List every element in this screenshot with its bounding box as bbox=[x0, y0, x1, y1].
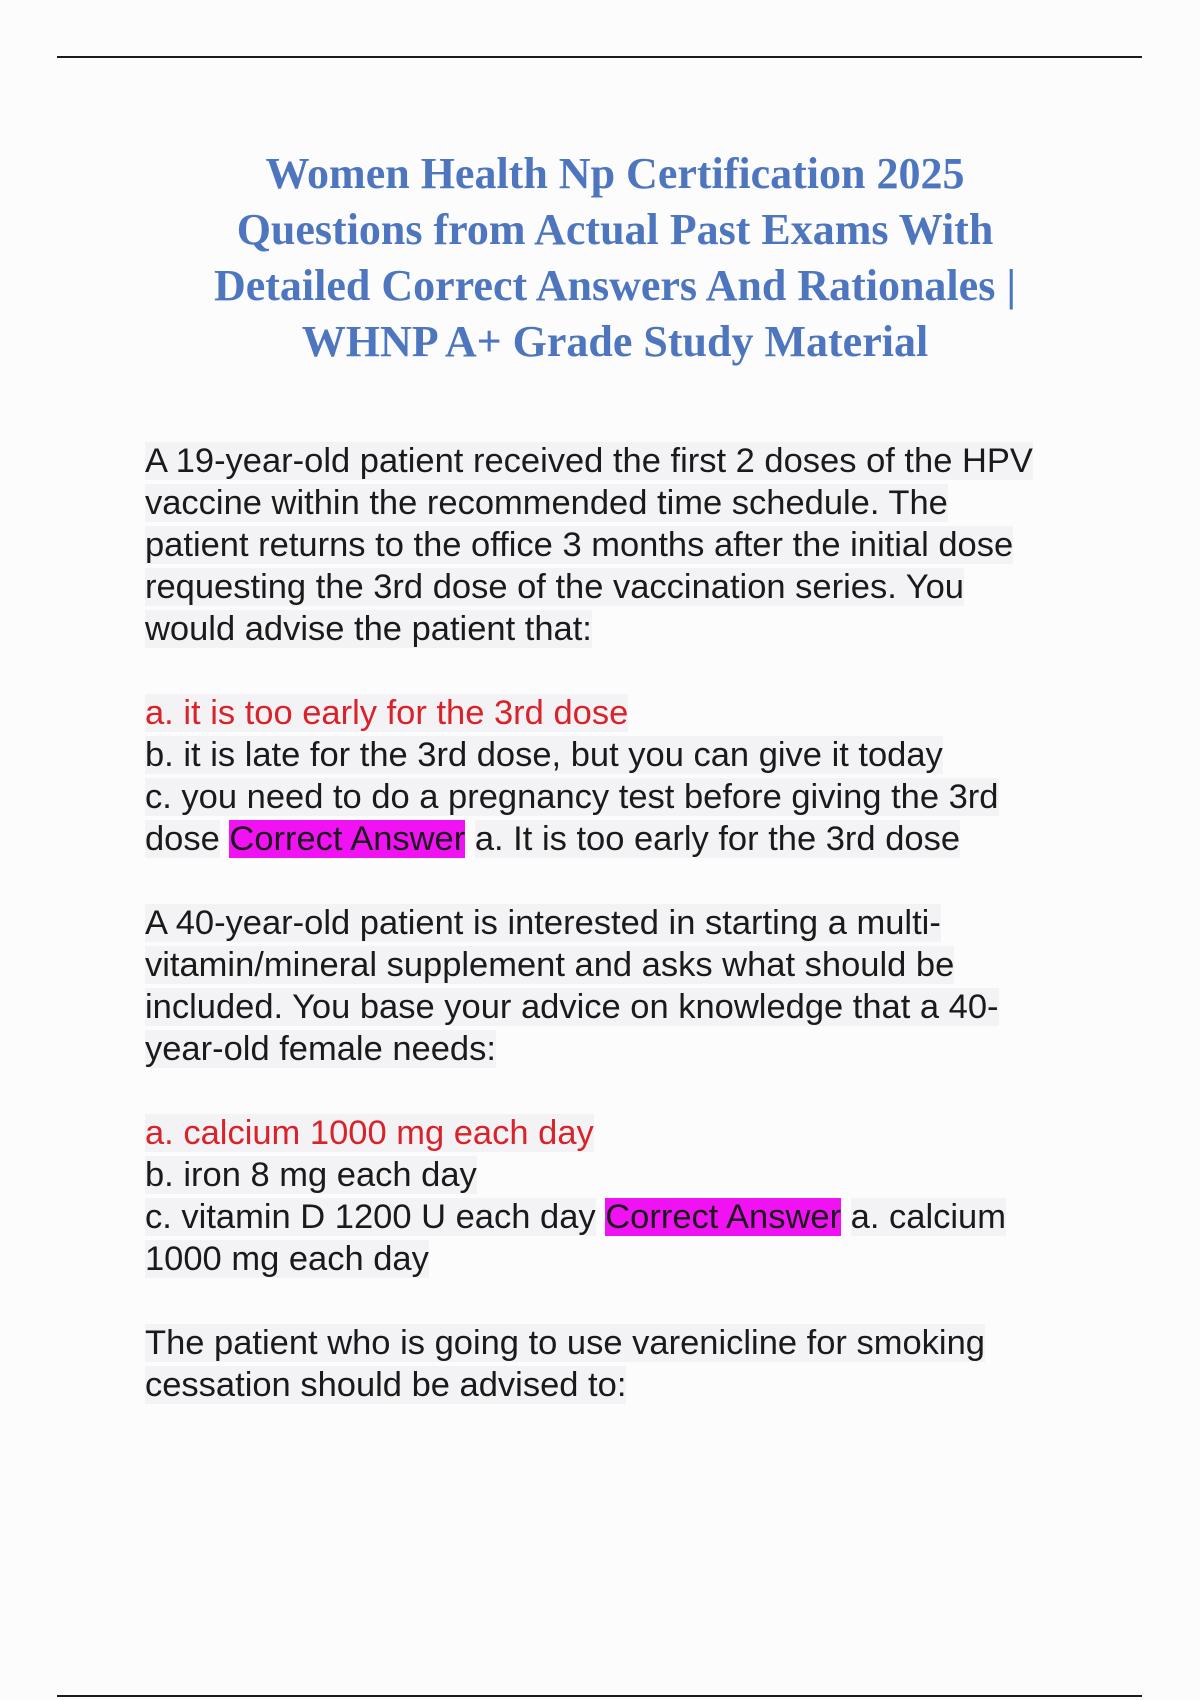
answer-text: a. calcium bbox=[850, 1198, 1006, 1236]
question-3 bbox=[145, 1322, 1085, 1406]
title-line: Questions from Actual Past Exams With bbox=[236, 205, 994, 254]
answer-line: dose Correct Answer a. It is too early for the 3rd dose bbox=[145, 820, 961, 858]
document-title bbox=[120, 146, 1110, 370]
question-stem-line: would advise the patient that: bbox=[145, 610, 592, 648]
question-stem-line: cessation should be advised to: bbox=[145, 1366, 627, 1404]
top-rule bbox=[57, 56, 1142, 58]
question-stem-line: vitamin/mineral supplement and asks what should be bbox=[145, 946, 955, 984]
spacer bbox=[145, 1280, 1085, 1322]
title-line: Detailed Correct Answers And Rationales | bbox=[213, 261, 1017, 310]
title-line: Women Health Np Certification 2025 bbox=[265, 149, 965, 198]
correct-answer-label: Correct Answer bbox=[605, 1198, 842, 1236]
option-b: b. iron 8 mg each day bbox=[145, 1156, 477, 1194]
option-c: c. you need to do a pregnancy test before giving the 3rd bbox=[145, 778, 999, 816]
question-stem-line: vaccine within the recommended time schedule. The bbox=[145, 484, 948, 522]
spacer bbox=[145, 650, 1085, 692]
option-a-correct: a. it is too early for the 3rd dose bbox=[145, 694, 629, 732]
option-a-correct: a. calcium 1000 mg each day bbox=[145, 1114, 594, 1152]
answer-line-continued: 1000 mg each day bbox=[145, 1240, 429, 1278]
question-stem-line: year-old female needs: bbox=[145, 1030, 496, 1068]
question-stem-line: patient returns to the office 3 months after the initial dose bbox=[145, 526, 1014, 564]
bottom-rule bbox=[57, 1695, 1142, 1697]
question-stem-line: The patient who is going to use varenicline for smoking bbox=[145, 1324, 985, 1362]
spacer bbox=[145, 860, 1085, 902]
option-b: b. it is late for the 3rd dose, but you can give it today bbox=[145, 736, 943, 774]
question-stem-line: A 19-year-old patient received the first 2 doses of the HPV bbox=[145, 442, 1033, 480]
title-line: WHNP A+ Grade Study Material bbox=[301, 317, 929, 366]
question-stem-line: requesting the 3rd dose of the vaccination series. You bbox=[145, 568, 964, 606]
spacer bbox=[145, 1070, 1085, 1112]
question-2 bbox=[145, 902, 1085, 1280]
question-stem-line: included. You base your advice on knowledge that a 40- bbox=[145, 988, 999, 1026]
questions-body bbox=[145, 440, 1085, 1406]
question-1 bbox=[145, 440, 1085, 860]
answer-text: a. It is too early for the 3rd dose bbox=[474, 820, 961, 858]
answer-line: c. vitamin D 1200 U each day Correct Answer a. calcium bbox=[145, 1198, 1006, 1236]
correct-answer-label: Correct Answer bbox=[229, 820, 466, 858]
question-stem-line: A 40-year-old patient is interested in starting a multi- bbox=[145, 904, 941, 942]
